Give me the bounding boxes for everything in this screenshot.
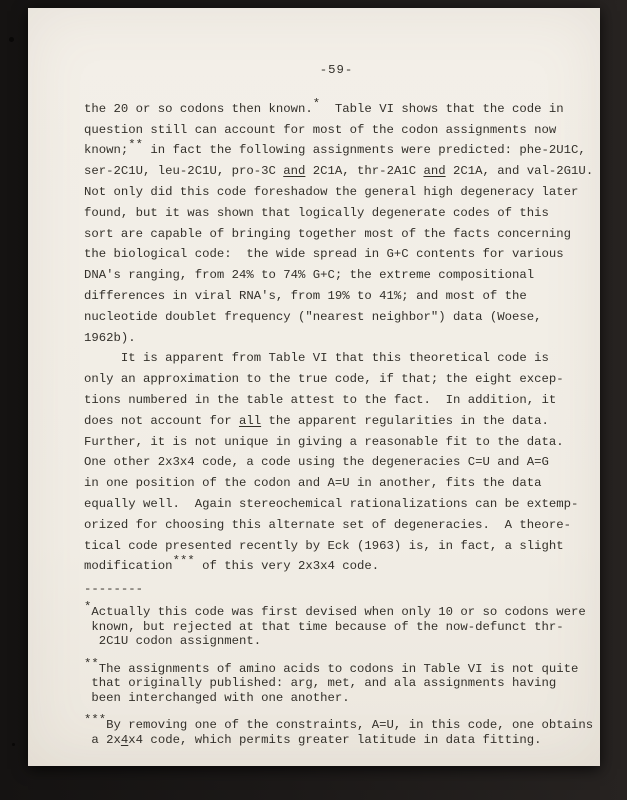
text-line bbox=[84, 369, 600, 390]
text-line bbox=[84, 620, 600, 635]
text-segment: been interchanged with one another. bbox=[84, 690, 350, 705]
text-segment: DNA's ranging, from 24% to 74% G+C; the extreme compositional bbox=[84, 268, 535, 283]
text-segment: found, but it was shown that logically degenerate codes of this bbox=[84, 205, 549, 220]
footnote-marker: ** bbox=[128, 138, 144, 153]
text-segment: differences in viral RNA's, from 19% to 41%; and most of the bbox=[84, 288, 527, 303]
text-segment: question still can account for most of the codon assignments now bbox=[84, 122, 557, 137]
text-line bbox=[84, 713, 600, 733]
text-segment: Not only did this code foreshadow the general high degeneracy later bbox=[84, 184, 579, 199]
text-segment: 2C1U codon assignment. bbox=[84, 634, 262, 649]
text-segment: in one position of the codon and A=U in another, fits the data bbox=[84, 476, 542, 491]
text-segment: -------- bbox=[84, 582, 144, 597]
text-segment: ser-2C1U, leu-2C1U, pro-3C bbox=[84, 164, 284, 179]
page-number: -59- bbox=[319, 63, 354, 77]
text-segment: One other 2x3x4 code, a code using the degeneracies C=U and A=G bbox=[84, 455, 549, 470]
text-line bbox=[84, 411, 600, 432]
text-segment: tical code presented recently by Eck (1963) is, in fact, a slight bbox=[84, 538, 564, 553]
text-line bbox=[84, 733, 600, 748]
text-line bbox=[84, 182, 600, 203]
footnote-marker: * bbox=[312, 96, 321, 111]
text-line bbox=[84, 452, 600, 473]
text-segment: a 2x bbox=[84, 733, 121, 748]
text-segment: only an approximation to the true code, if that; the eight excep- bbox=[84, 372, 564, 387]
text-line bbox=[84, 656, 600, 677]
text-line bbox=[84, 203, 600, 224]
text-line bbox=[84, 120, 600, 141]
text-segment: orized for choosing this alternate set of degeneracies. A theore- bbox=[84, 517, 572, 532]
text-segment: modification bbox=[84, 559, 173, 574]
text-segment: The assignments of amino acids to codons in Table VI is not quite bbox=[98, 661, 579, 676]
text-line bbox=[84, 676, 600, 691]
paragraph-1 bbox=[84, 96, 600, 349]
footnote-2 bbox=[84, 656, 600, 706]
text-segment: It is apparent from Table VI that this theoretical code is bbox=[84, 351, 549, 366]
text-line bbox=[84, 432, 600, 453]
text-segment: 2C1A, and val-2G1U. bbox=[445, 164, 594, 179]
underlined-text: and bbox=[283, 164, 306, 179]
text-segment: 1962b). bbox=[84, 330, 136, 345]
text-line bbox=[84, 140, 600, 161]
text-line bbox=[84, 244, 600, 265]
text-line bbox=[84, 328, 600, 349]
text-line bbox=[84, 307, 600, 328]
footnote-1 bbox=[84, 599, 600, 649]
text-line bbox=[84, 224, 600, 245]
text-line bbox=[84, 536, 600, 557]
footnote-marker: * bbox=[84, 599, 92, 614]
text-line bbox=[84, 286, 600, 307]
text-line bbox=[84, 348, 600, 369]
text-line bbox=[84, 265, 600, 286]
footnote-marker: *** bbox=[172, 554, 195, 569]
text-line bbox=[84, 161, 600, 182]
text-segment: sort are capable of bringing together most of the facts concerning bbox=[84, 226, 572, 241]
text-segment: Actually this code was first devised when only 10 or so codons were bbox=[91, 604, 586, 619]
underlined-text: all bbox=[238, 413, 262, 428]
text-line bbox=[84, 599, 600, 620]
text-segment: does not account for bbox=[84, 413, 239, 428]
text-line bbox=[84, 473, 600, 494]
document-page bbox=[28, 8, 600, 766]
text-segment: known; bbox=[84, 143, 129, 158]
text-segment: of this very 2x3x4 code. bbox=[194, 559, 380, 574]
text-segment: the apparent regularities in the data. bbox=[261, 413, 549, 428]
text-segment: By removing one of the constraints, A=U, in this code, one obtains bbox=[106, 718, 594, 733]
underlined-text: and bbox=[423, 164, 446, 179]
text-segment: nucleotide doublet frequency ("nearest neighbor") data (Woese, bbox=[84, 309, 542, 324]
text-line bbox=[84, 634, 600, 649]
footnote-rule bbox=[84, 579, 600, 600]
text-segment: the biological code: the wide spread in G+C contents for various bbox=[84, 247, 564, 262]
underlined-text: 4 bbox=[120, 733, 129, 748]
text-line bbox=[84, 494, 600, 515]
text-segment: tions numbered in the table attest to the fact. In addition, it bbox=[84, 392, 557, 407]
text-segment: known, but rejected at that time because of the now-defunct thr- bbox=[84, 619, 564, 634]
footnote-marker: *** bbox=[84, 713, 107, 728]
paragraph-2 bbox=[84, 348, 600, 577]
text-line bbox=[84, 390, 600, 411]
text-segment: Table VI shows that the code in bbox=[320, 101, 564, 116]
text-segment: x4 code, which permits greater latitude in data fitting. bbox=[128, 733, 542, 748]
document-body bbox=[84, 96, 600, 748]
text-line bbox=[84, 556, 600, 577]
text-segment: Further, it is not unique in giving a reasonable fit to the data. bbox=[84, 434, 564, 449]
scan-speck bbox=[12, 743, 15, 746]
text-segment: that originally published: arg, met, and ala assignments having bbox=[84, 676, 557, 691]
text-line bbox=[84, 579, 600, 600]
text-segment: 2C1A, thr-2A1C bbox=[305, 164, 424, 179]
text-line bbox=[84, 515, 600, 536]
text-segment: in fact the following assignments were predicted: phe-2U1C, bbox=[143, 143, 586, 158]
text-segment: the 20 or so codons then known. bbox=[84, 101, 313, 116]
footnote-3 bbox=[84, 713, 600, 748]
text-line bbox=[84, 691, 600, 706]
text-segment: equally well. Again stereochemical rationalizations can be extemp- bbox=[84, 496, 579, 511]
scan-speck bbox=[9, 37, 14, 42]
text-line bbox=[84, 96, 600, 120]
footnote-marker: ** bbox=[84, 656, 99, 671]
